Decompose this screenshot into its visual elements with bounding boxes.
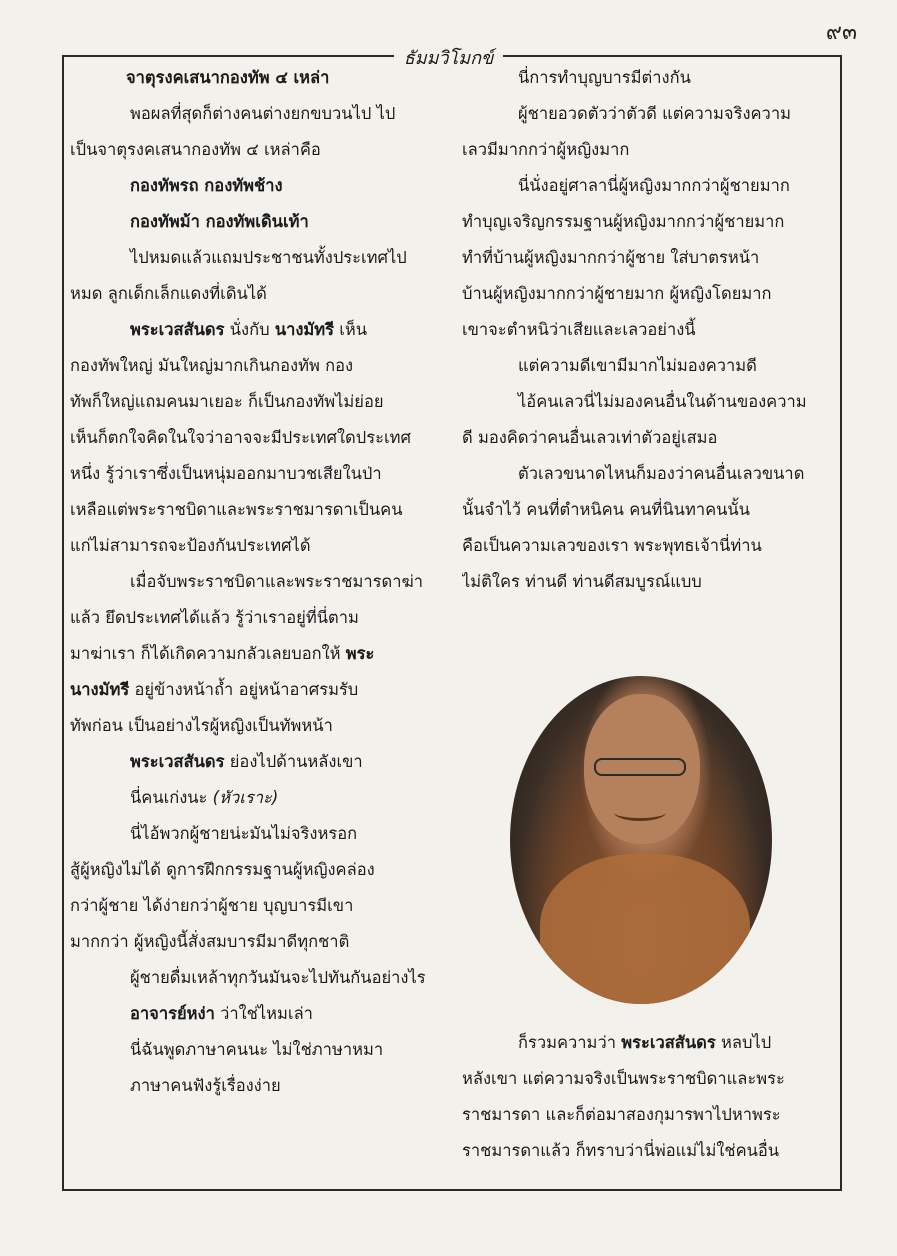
paragraph-line: ราชมารดาแล้ว ก็ทราบว่านี่พ่อแม่ไม่ใช่คนอื่น [462,1141,780,1160]
paragraph-line: เมื่อจับพระราชบิดาและพระราชมารดาฆ่า [130,572,423,591]
paragraph-line: เป็นจาตุรงคเสนากองทัพ ๔ เหล่าคือ [70,140,321,159]
paragraph-line: พระเวสสันดร ย่องไปด้านหลังเขา [130,752,363,771]
paragraph-line: มาฆ่าเรา ก็ได้เกิดความกลัวเลยบอกให้ พระ [70,644,375,663]
paragraph-line: ทัพก่อน เป็นอย่างไรผู้หญิงเป็นทัพหน้า [70,716,333,735]
photo-robe [540,854,750,1004]
paragraph-line: เขาจะตำหนิว่าเสียและเลวอย่างนี้ [462,320,696,339]
paragraph-line: แล้ว ยึดประเทศได้แล้ว รู้ว่าเราอยู่ที่นี่ตาม [70,608,359,627]
monk-portrait-photo [510,676,772,1004]
paragraph-line: ไม่ติใคร ท่านดี ท่านดีสมบูรณ์แบบ [462,572,702,591]
paragraph-line: กองทัพใหญ่ มันใหญ่มากเกินกองทัพ กอง [70,356,354,375]
paragraph-line: มากกว่า ผู้หญิงนี้สั่งสมบารมีมาดีทุกชาติ [70,932,350,951]
paragraph-line: นางมัทรี อยู่ข้างหน้าถ้ำ อยู่หน้าอาศรมรับ [70,680,359,699]
paragraph-line: แก่ไม่สามารถจะป้องกันประเทศได้ [70,536,311,555]
paragraph-line: นั้นจำไว้ คนที่ตำหนิคน คนที่นินทาคนนั้น [462,500,750,519]
photo-smile [614,804,666,821]
paragraph-line: เห็นก็ตกใจคิดในใจว่าอาจจะมีประเทศใดประเทศ [70,428,411,447]
paragraph-line: เหลือแต่พระราชบิดาและพระราชมารดาเป็นคน [70,500,403,519]
paragraph-line: นี่ฉันพูดภาษาคนนะ ไม่ใช่ภาษาหมา [130,1040,384,1059]
header-title: ธัมมวิโมกข์ [403,48,494,69]
right-column [462,60,830,600]
section-heading: จาตุรงคเสนากองทัพ ๔ เหล่า [126,68,330,87]
paragraph-line: อาจารย์หง่า ว่าใช่ไหมเล่า [130,1004,313,1023]
paragraph-line: ไปหมดแล้วแถมประชาชนทั้งประเทศไป [130,248,407,267]
paragraph-line: หมด ลูกเด็กเล็กแดงที่เดินได้ [70,284,267,303]
paragraph-line: เลวมีมากกว่าผู้หญิงมาก [462,140,630,159]
paragraph-line: ดี มองคิดว่าคนอื่นเลวเท่าตัวอยู่เสมอ [462,428,718,447]
paragraph-line: หนึ่ง รู้ว่าเราซึ่งเป็นหนุ่มออกมาบวชเสียในป่า [70,464,382,483]
paragraph-line: กองทัพรถ กองทัพช้าง [130,176,283,195]
paragraph-line: ไอ้คนเลวนี่ไม่มองคนอื่นในด้านของความ [518,392,807,411]
paragraph-line: ทำที่บ้านผู้หญิงมากกว่าผู้ชาย ใส่บาตรหน้า [462,248,760,267]
right-column-bottom [462,1025,830,1169]
paragraph-line: หลังเขา แต่ความจริงเป็นพระราชบิดาและพระ [462,1069,785,1088]
paragraph-line: นี่นั่งอยู่ศาลานี่ผู้หญิงมากกว่าผู้ชายมาก [518,176,790,195]
paragraph-line: พระเวสสันดร นั่งกับ นางมัทรี เห็น [130,320,368,339]
paragraph-line: นี่การทำบุญบารมีต่างกัน [518,68,691,87]
paragraph-line: ทำบุญเจริญกรรมฐานผู้หญิงมากกว่าผู้ชายมาก [462,212,785,231]
paragraph-line: คือเป็นความเลวของเรา พระพุทธเจ้านี่ท่าน [462,536,762,555]
paragraph-line: นี่ไอ้พวกผู้ชายน่ะมันไม่จริงหรอก [130,824,358,843]
paragraph-line: ทัพก็ใหญ่แถมคนมาเยอะ ก็เป็นกองทัพไม่ย่อย [70,392,384,411]
paragraph-line: ผู้ชายดื่มเหล้าทุกวันมันจะไปทันกันอย่างไร [130,968,426,987]
paragraph-line: กว่าผู้ชาย ได้ง่ายกว่าผู้ชาย บุญบารมีเขา [70,896,354,915]
photo-glasses [594,758,686,776]
paragraph-line: นี่คนเก่งนะ (หัวเราะ) [130,788,279,807]
paragraph-line: พอผลที่สุดก็ต่างคนต่างยกขบวนไป ไป [130,104,396,123]
paragraph-line: ภาษาคนฟังรู้เรื่องง่าย [130,1076,281,1095]
paragraph-line: ตัวเลวขนาดไหนก็มองว่าคนอื่นเลวขนาด [518,464,805,483]
paragraph-line: ผู้ชายอวดตัวว่าตัวดี แต่ความจริงความ [518,104,791,123]
paragraph-line: บ้านผู้หญิงมากกว่าผู้ชายมาก ผู้หญิงโดยมาก [462,284,772,303]
paragraph-line: แต่ความดีเขามีมากไม่มองความดี [518,356,757,375]
left-column [70,60,444,1104]
paragraph-line: สู้ผู้หญิงไม่ได้ ดูการฝึกกรรมฐานผู้หญิงคล่อง [70,860,375,879]
page-number: ๙๓ [825,20,857,45]
paragraph-line: ก็รวมความว่า พระเวสสันดร หลบไป [518,1033,772,1052]
paragraph-line: กองทัพม้า กองทัพเดินเท้า [130,212,309,231]
paragraph-line: ราชมารดา และก็ต่อมาสองกุมารพาไปหาพระ [462,1105,781,1124]
